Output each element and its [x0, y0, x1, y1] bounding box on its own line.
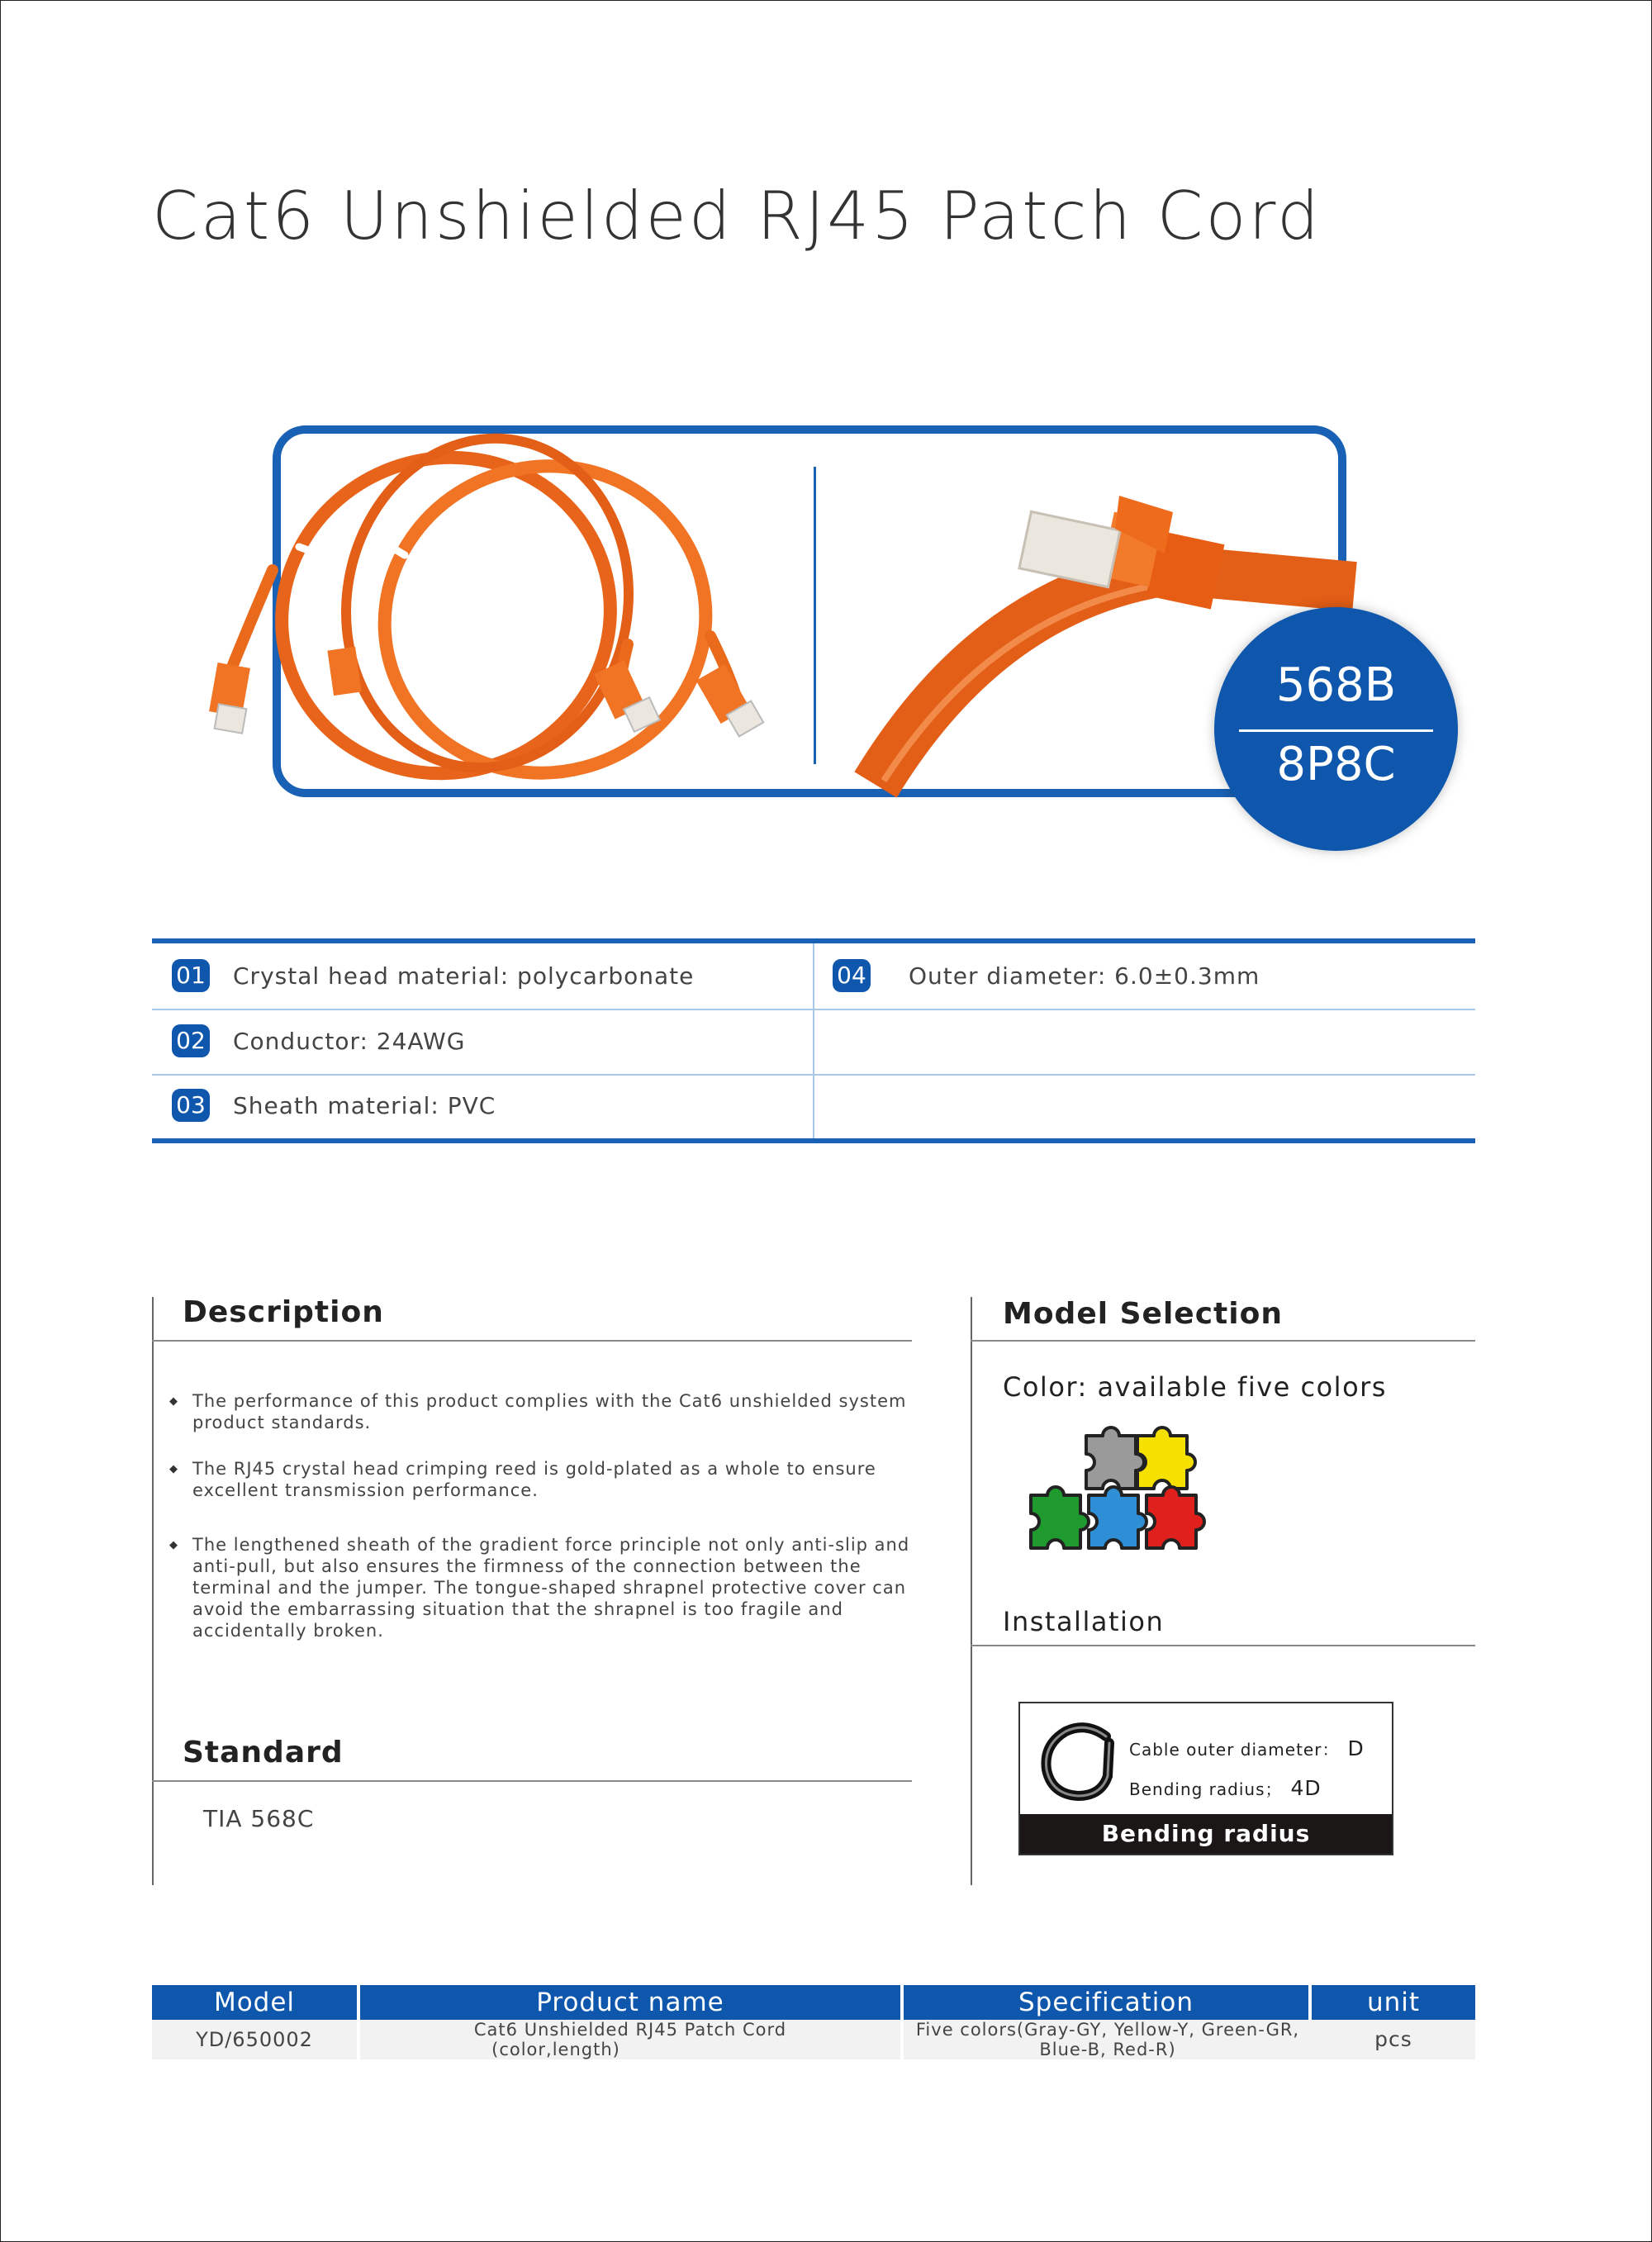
table-header-unit: unit [1312, 1985, 1475, 2020]
bending-radius-line [1129, 1776, 1322, 1800]
standard-underline [152, 1780, 912, 1782]
left-column-rule [152, 1297, 154, 1885]
feature-number: 03 [172, 1089, 210, 1122]
description-item: ◆ The performance of this product complies with the Cat6 unshielded system product standards. [169, 1390, 938, 1433]
feature-text: Crystal head material: polycarbonate [233, 962, 695, 990]
cable-diameter-line [1129, 1736, 1365, 1760]
description-item: ◆ The RJ45 crystal head crimping reed is gold-plated as a whole to ensure excellent transmission performance. [169, 1458, 938, 1501]
description-title: Description [183, 1295, 384, 1329]
model-selection-title: Model Selection [1003, 1297, 1283, 1331]
model-selection-underline [971, 1340, 1475, 1342]
right-column-rule [971, 1297, 972, 1885]
description-underline [152, 1340, 912, 1342]
table-header-model: Model [152, 1985, 357, 2020]
cable-diameter-label: Cable outer diameter： [1129, 1740, 1340, 1760]
installation-title: Installation [1003, 1606, 1165, 1637]
color-label: Color: available five colors [1003, 1371, 1387, 1403]
color-options-puzzle-icon [1024, 1421, 1222, 1561]
wiring-standard-label: 568B [1275, 658, 1397, 712]
description-list [169, 1390, 938, 1666]
feature-item [172, 955, 694, 996]
bending-radius-diagram [1018, 1702, 1393, 1855]
table-cell-product-name [360, 2020, 900, 2059]
cable-loop-icon [1037, 1718, 1119, 1801]
feature-grid [152, 938, 1475, 1143]
product-table [152, 1985, 1475, 2061]
table-header-product-name: Product name [360, 1985, 900, 2020]
badge-divider [1239, 729, 1433, 732]
description-item: ◆ The lengthened sheath of the gradient force principle not only anti-slip and anti-pull, but also ensures the firmness of the connection between the terminal and the jumper. The tongue-shaped shrapnel protective cover can avoid the embarrassing situation that the shrapnel is too fragile and accidentally broken. [169, 1534, 938, 1641]
table-cell-model: YD/650002 [152, 2020, 357, 2059]
feature-item [833, 955, 1260, 996]
product-name-line: Cat6 Unshielded RJ45 Patch Cord [473, 2020, 787, 2040]
installation-underline [971, 1645, 1475, 1646]
bending-radius-label: Bending radius； [1129, 1779, 1283, 1799]
spec-badge [1214, 607, 1458, 851]
bending-radius-value: 4D [1290, 1776, 1322, 1800]
feature-bottom-rule [152, 1138, 1475, 1143]
feature-text: Conductor: 24AWG [233, 1027, 466, 1055]
feature-number: 01 [172, 959, 210, 992]
standard-title: Standard [183, 1736, 344, 1769]
feature-number: 04 [833, 959, 871, 992]
bending-radius-caption: Bending radius [1020, 1814, 1392, 1854]
cable-diameter-value: D [1347, 1736, 1365, 1760]
feature-item [172, 1085, 496, 1126]
feature-column-divider [813, 943, 814, 1138]
table-cell-specification: Five colors(Gray-GY, Yellow-Y, Green-GR, Blue-B, Red-R) [904, 2020, 1312, 2059]
feature-item [172, 1020, 465, 1062]
table-cell-unit: pcs [1312, 2020, 1475, 2059]
coiled-cable-image [231, 411, 740, 819]
page-title: Cat6 Unshielded RJ45 Patch Cord [152, 178, 1322, 254]
connector-type-label: 8P8C [1276, 738, 1396, 791]
feature-number: 02 [172, 1024, 210, 1057]
standard-value: TIA 568C [203, 1805, 315, 1832]
feature-text: Sheath material: PVC [233, 1091, 496, 1119]
feature-text: Outer diameter: 6.0±0.3mm [909, 962, 1260, 990]
table-header-specification: Specification [904, 1985, 1308, 2020]
product-name-line: (color,length) [491, 2040, 620, 2059]
